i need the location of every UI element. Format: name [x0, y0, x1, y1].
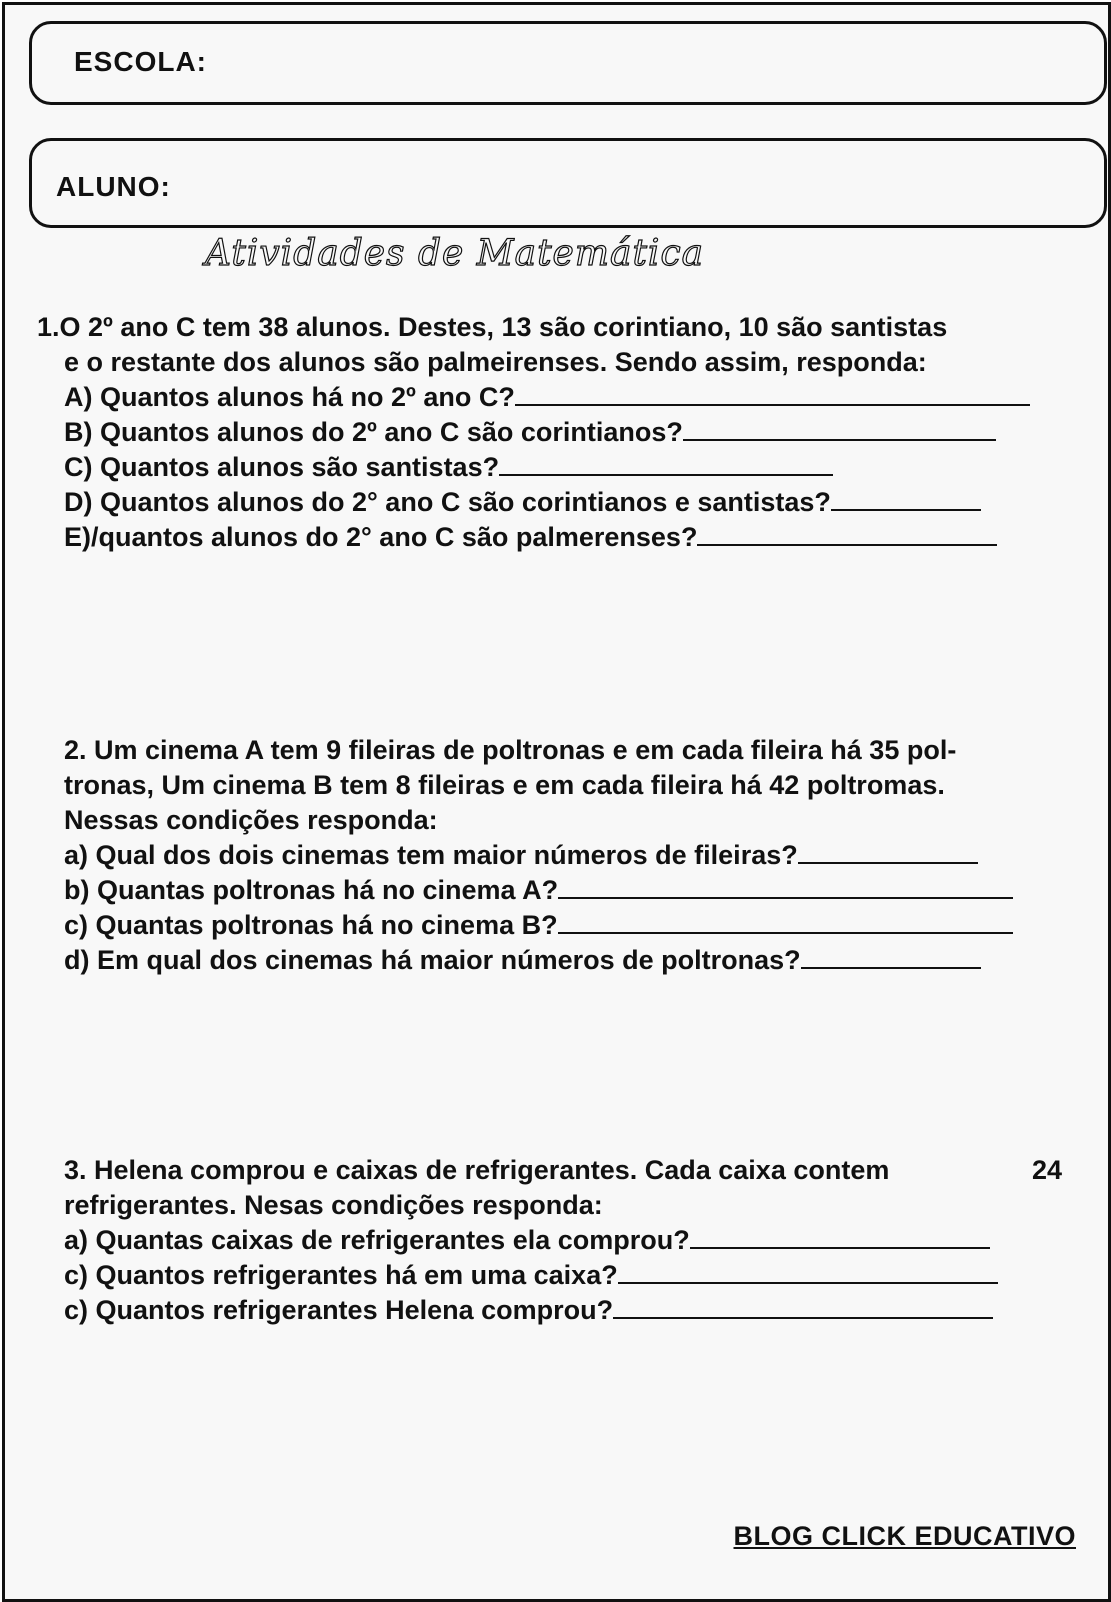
question-1-item-b: B) Quantos alunos do 2º ano C são corintianos? [37, 415, 1097, 450]
question-3-item-b: c) Quantos refrigerantes há em uma caixa? [64, 1258, 1111, 1293]
answer-line[interactable] [515, 380, 1030, 406]
answer-line[interactable] [831, 485, 981, 511]
question-3-item-c: c) Quantos refrigerantes Helena comprou? [64, 1293, 1111, 1328]
question-1-line: e o restante dos alunos são palmeirenses. Sendo assim, responda: [64, 347, 927, 377]
question-2-line: Nessas condições responda: [64, 805, 438, 835]
question-1-item-e: E)/quantos alunos do 2° ano C são palmerenses? [37, 520, 1097, 555]
question-3-item-a: a) Quantas caixas de refrigerantes ela comprou? [64, 1223, 1111, 1258]
answer-line[interactable] [613, 1293, 993, 1319]
question-1-item-c: C) Quantos alunos são santistas? [37, 450, 1097, 485]
answer-line[interactable] [558, 873, 1013, 899]
footer-credit: BLOG CLICK EDUCATIVO [733, 1521, 1076, 1551]
escola-field[interactable] [29, 21, 1107, 105]
answer-line[interactable] [618, 1258, 998, 1284]
question-2-line: tronas, Um cinema B tem 8 fileiras e em cada fileira há 42 poltromas. [64, 770, 945, 800]
question-1-item-d: D) Quantos alunos do 2° ano C são corintianos e santistas? [37, 485, 1097, 520]
question-3 [64, 1153, 1111, 1328]
answer-line[interactable] [801, 943, 981, 969]
question-2-item-d: d) Em qual dos cinemas há maior números de poltronas? [64, 943, 1111, 978]
question-3-number: 24 [1032, 1155, 1063, 1185]
question-1-line: 1.O 2º ano C tem 38 alunos. Destes, 13 são corintiano, 10 são santistas [37, 312, 948, 342]
aluno-label: ALUNO: [56, 171, 171, 202]
question-1-item-a: A) Quantos alunos há no 2º ano C? [37, 380, 1097, 415]
question-2 [64, 733, 1111, 978]
question-2-line: 2. Um cinema A tem 9 fileiras de poltronas e em cada fileira há 35 pol- [64, 735, 957, 765]
aluno-field[interactable] [29, 138, 1107, 228]
worksheet-title: Atividades de Matemática [205, 233, 705, 274]
answer-line[interactable] [558, 908, 1013, 934]
answer-line[interactable] [697, 520, 997, 546]
answer-line[interactable] [499, 450, 833, 476]
question-2-item-c: c) Quantas poltronas há no cinema B? [64, 908, 1111, 943]
question-3-line: 3. Helena comprou e caixas de refrigerantes. Cada caixa contem 24 [64, 1153, 1111, 1188]
question-3-line: refrigerantes. Nesas condições responda: [64, 1190, 603, 1220]
worksheet-page [2, 2, 1111, 1602]
answer-line[interactable] [683, 415, 996, 441]
question-2-item-b: b) Quantas poltronas há no cinema A? [64, 873, 1111, 908]
answer-line[interactable] [690, 1223, 990, 1249]
question-2-item-a: a) Qual dos dois cinemas tem maior números de fileiras? [64, 838, 1111, 873]
escola-label: ESCOLA: [74, 46, 207, 77]
question-1 [37, 310, 1097, 555]
answer-line[interactable] [798, 838, 978, 864]
